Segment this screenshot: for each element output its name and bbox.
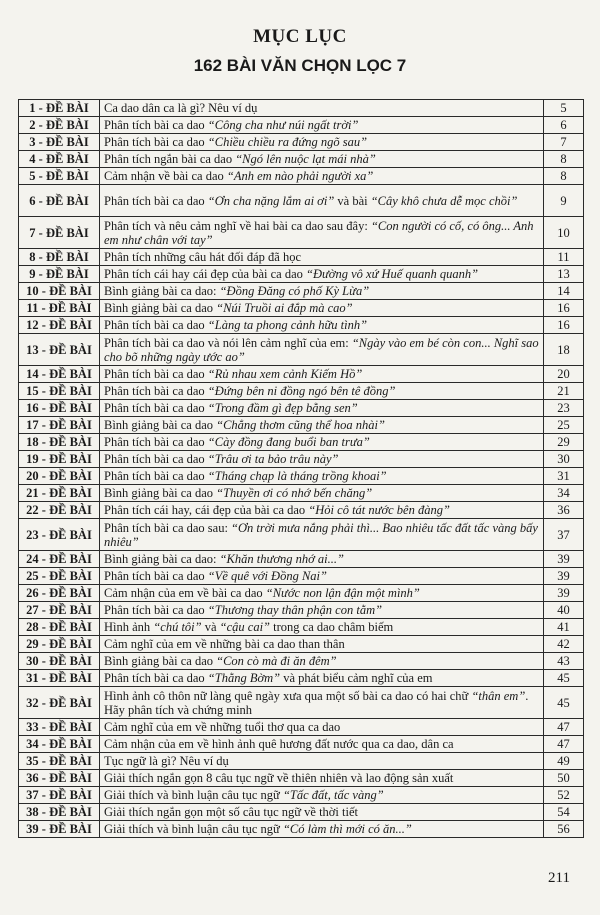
toc-entry-description bbox=[100, 719, 544, 736]
toc-entry-description bbox=[100, 400, 544, 417]
quoted-title: “Anh em nào phải người xa” bbox=[226, 169, 374, 183]
description-text: Hình ảnh bbox=[104, 620, 154, 634]
toc-row bbox=[19, 485, 584, 502]
description-text: Cảm nhận của em về hình ảnh quê hương đất nước qua ca dao, dân ca bbox=[104, 737, 454, 751]
toc-entry-number: 19 - ĐỀ BÀI bbox=[19, 451, 100, 468]
toc-entry-description bbox=[100, 451, 544, 468]
toc-entry-number: 18 - ĐỀ BÀI bbox=[19, 434, 100, 451]
toc-entry-page: 7 bbox=[544, 134, 584, 151]
toc-entry-description bbox=[100, 787, 544, 804]
toc-entry-number: 33 - ĐỀ BÀI bbox=[19, 719, 100, 736]
quoted-title: “Thằng Bờm” bbox=[207, 671, 281, 685]
toc-row bbox=[19, 519, 584, 551]
description-text: Phân tích bài ca dao bbox=[104, 452, 208, 466]
toc-entry-page: 13 bbox=[544, 266, 584, 283]
toc-entry-description bbox=[100, 134, 544, 151]
toc-entry-number: 37 - ĐỀ BÀI bbox=[19, 787, 100, 804]
quoted-title: “Ơn trời mưa nắng phải thì... Bao nhiêu tấc đất tấc vàng bấy nhiêu” bbox=[104, 520, 538, 549]
quoted-title: “Nước non lận đận một mình” bbox=[265, 586, 420, 600]
toc-entry-page: 49 bbox=[544, 753, 584, 770]
toc-entry-number: 1 - ĐỀ BÀI bbox=[19, 100, 100, 117]
description-text: Phân tích cái hay cái đẹp của bài ca dao bbox=[104, 267, 306, 281]
toc-entry-page: 10 bbox=[544, 217, 584, 249]
toc-entry-number: 17 - ĐỀ BÀI bbox=[19, 417, 100, 434]
toc-entry-page: 25 bbox=[544, 417, 584, 434]
description-text: Cảm nghĩ của em về những tuổi thơ qua ca dao bbox=[104, 720, 341, 734]
description-text: Phân tích bài ca dao sau: bbox=[104, 520, 232, 535]
toc-entry-number: 36 - ĐỀ BÀI bbox=[19, 770, 100, 787]
quoted-title: “Trâu ơi ta bảo trâu này” bbox=[207, 452, 339, 466]
quoted-title: “Con người có cố, có ông... Anh em như chân với tay” bbox=[104, 218, 534, 247]
toc-entry-number: 20 - ĐỀ BÀI bbox=[19, 468, 100, 485]
description-text: Giải thích và bình luận câu tục ngữ bbox=[104, 822, 283, 836]
toc-entry-description bbox=[100, 687, 544, 719]
description-text: Cảm nghĩ của em về những bài ca dao than thân bbox=[104, 637, 345, 651]
toc-entry-number: 6 - ĐỀ BÀI bbox=[19, 185, 100, 217]
toc-entry-page: 39 bbox=[544, 585, 584, 602]
toc-entry-number: 9 - ĐỀ BÀI bbox=[19, 266, 100, 283]
toc-row bbox=[19, 383, 584, 400]
toc-entry-number: 5 - ĐỀ BÀI bbox=[19, 168, 100, 185]
toc-entry-description bbox=[100, 117, 544, 134]
toc-entry-number: 16 - ĐỀ BÀI bbox=[19, 400, 100, 417]
quoted-title: “Hỏi cô tát nước bên đàng” bbox=[308, 503, 450, 517]
toc-entry-page: 31 bbox=[544, 468, 584, 485]
description-text: và phát biểu cảm nghĩ của em bbox=[280, 671, 433, 685]
table-of-contents bbox=[18, 99, 584, 838]
toc-row bbox=[19, 636, 584, 653]
quoted-title: “Chẳng thơm cũng thể hoa nhài” bbox=[216, 418, 385, 432]
toc-entry-description bbox=[100, 753, 544, 770]
quoted-title: “Tấc đất, tấc vàng” bbox=[282, 788, 384, 802]
description-text: Phân tích cái hay, cái đẹp của bài ca dao bbox=[104, 503, 309, 517]
toc-row bbox=[19, 821, 584, 838]
toc-row bbox=[19, 585, 584, 602]
description-text: và bbox=[201, 620, 220, 634]
toc-row bbox=[19, 300, 584, 317]
toc-row bbox=[19, 687, 584, 719]
toc-entry-page: 11 bbox=[544, 249, 584, 266]
toc-entry-number: 14 - ĐỀ BÀI bbox=[19, 366, 100, 383]
toc-row bbox=[19, 602, 584, 619]
quoted-title: “Có làm thì mới có ăn...” bbox=[282, 822, 412, 836]
toc-entry-page: 45 bbox=[544, 670, 584, 687]
toc-entry-description bbox=[100, 670, 544, 687]
toc-entry-page: 37 bbox=[544, 519, 584, 551]
description-text: Phân tích bài ca dao bbox=[104, 135, 208, 149]
toc-row bbox=[19, 217, 584, 249]
description-text: Ca dao dân ca là gì? Nêu ví dụ bbox=[104, 101, 258, 115]
toc-entry-number: 29 - ĐỀ BÀI bbox=[19, 636, 100, 653]
toc-entry-description bbox=[100, 602, 544, 619]
quoted-title: “chú tôi” bbox=[153, 620, 202, 634]
description-text: Phân tích bài ca dao bbox=[104, 569, 208, 583]
toc-entry-page: 50 bbox=[544, 770, 584, 787]
toc-entry-description bbox=[100, 519, 544, 551]
description-text: Phân tích bài ca dao bbox=[104, 193, 208, 208]
toc-entry-description bbox=[100, 619, 544, 636]
toc-entry-number: 15 - ĐỀ BÀI bbox=[19, 383, 100, 400]
toc-row bbox=[19, 787, 584, 804]
toc-entry-number: 12 - ĐỀ BÀI bbox=[19, 317, 100, 334]
description-text: Cảm nhận về bài ca dao bbox=[104, 169, 227, 183]
toc-entry-description bbox=[100, 317, 544, 334]
toc-entry-description bbox=[100, 821, 544, 838]
toc-entry-description bbox=[100, 770, 544, 787]
toc-entry-page: 30 bbox=[544, 451, 584, 468]
toc-entry-description bbox=[100, 283, 544, 300]
toc-entry-description bbox=[100, 168, 544, 185]
quoted-title: “Làng ta phong cảnh hữu tình” bbox=[207, 318, 368, 332]
toc-entry-description bbox=[100, 502, 544, 519]
quoted-title: “Cây khô chưa dễ mọc chồi” bbox=[370, 193, 518, 208]
toc-entry-number: 25 - ĐỀ BÀI bbox=[19, 568, 100, 585]
toc-entry-description bbox=[100, 568, 544, 585]
quoted-title: “Cày đồng đang buổi ban trưa” bbox=[207, 435, 370, 449]
quoted-title: “Về quê với Đồng Nai” bbox=[207, 569, 327, 583]
toc-entry-number: 7 - ĐỀ BÀI bbox=[19, 217, 100, 249]
toc-row bbox=[19, 366, 584, 383]
toc-row bbox=[19, 719, 584, 736]
toc-entry-page: 21 bbox=[544, 383, 584, 400]
toc-entry-number: 11 - ĐỀ BÀI bbox=[19, 300, 100, 317]
toc-entry-description bbox=[100, 653, 544, 670]
toc-row bbox=[19, 249, 584, 266]
description-text: . Hãy phân tích và chứng minh bbox=[104, 688, 529, 717]
toc-entry-number: 30 - ĐỀ BÀI bbox=[19, 653, 100, 670]
description-text: Bình giảng bài ca dao bbox=[104, 654, 217, 668]
quoted-title: “Công cha như núi ngất trời” bbox=[207, 118, 359, 132]
description-text: Phân tích bài ca dao bbox=[104, 435, 208, 449]
toc-entry-page: 42 bbox=[544, 636, 584, 653]
toc-entry-number: 31 - ĐỀ BÀI bbox=[19, 670, 100, 687]
toc-entry-page: 16 bbox=[544, 300, 584, 317]
toc-row bbox=[19, 266, 584, 283]
toc-entry-description bbox=[100, 266, 544, 283]
toc-entry-page: 8 bbox=[544, 151, 584, 168]
toc-entry-description bbox=[100, 217, 544, 249]
toc-entry-number: 35 - ĐỀ BÀI bbox=[19, 753, 100, 770]
description-text: Phân tích bài ca dao bbox=[104, 401, 208, 415]
toc-entry-page: 14 bbox=[544, 283, 584, 300]
toc-entry-description bbox=[100, 485, 544, 502]
toc-entry-page: 40 bbox=[544, 602, 584, 619]
description-text: Phân tích và nêu cảm nghĩ về hai bài ca dao sau đây: bbox=[104, 218, 371, 233]
toc-entry-page: 45 bbox=[544, 687, 584, 719]
toc-row bbox=[19, 770, 584, 787]
toc-entry-description bbox=[100, 417, 544, 434]
toc-row bbox=[19, 317, 584, 334]
toc-row bbox=[19, 400, 584, 417]
quoted-title: “Ngày vào em bé còn con... Nghĩ sao cho bõ những ngày ước ao” bbox=[104, 335, 539, 364]
toc-row bbox=[19, 100, 584, 117]
quoted-title: “Trong đầm gì đẹp bằng sen” bbox=[207, 401, 358, 415]
toc-entry-number: 23 - ĐỀ BÀI bbox=[19, 519, 100, 551]
toc-entry-description bbox=[100, 100, 544, 117]
toc-entry-number: 27 - ĐỀ BÀI bbox=[19, 602, 100, 619]
toc-entry-page: 43 bbox=[544, 653, 584, 670]
description-text: Phân tích bài ca dao bbox=[104, 318, 208, 332]
quoted-title: “cậu cai” bbox=[219, 620, 271, 634]
toc-entry-page: 41 bbox=[544, 619, 584, 636]
description-text: Bình giảng bài ca dao bbox=[104, 486, 217, 500]
toc-entry-number: 32 - ĐỀ BÀI bbox=[19, 687, 100, 719]
book-subtitle: 162 BÀI VĂN CHỌN LỌC 7 bbox=[193, 56, 407, 75]
description-text: trong ca dao châm biếm bbox=[270, 620, 394, 634]
toc-entry-page: 56 bbox=[544, 821, 584, 838]
toc-entry-number: 10 - ĐỀ BÀI bbox=[19, 283, 100, 300]
toc-entry-page: 16 bbox=[544, 317, 584, 334]
toc-entry-page: 8 bbox=[544, 168, 584, 185]
toc-row bbox=[19, 670, 584, 687]
toc-entry-number: 2 - ĐỀ BÀI bbox=[19, 117, 100, 134]
toc-entry-number: 8 - ĐỀ BÀI bbox=[19, 249, 100, 266]
toc-entry-description bbox=[100, 334, 544, 366]
description-text: Bình giảng bài ca dao bbox=[104, 301, 217, 315]
page-title: MỤC LỤC bbox=[253, 26, 347, 47]
toc-row bbox=[19, 134, 584, 151]
quoted-title: “thân em” bbox=[471, 688, 526, 703]
quoted-title: “Thuyền ơi có nhớ bến chăng” bbox=[216, 486, 373, 500]
toc-entry-page: 54 bbox=[544, 804, 584, 821]
description-text: Giải thích ngắn gọn 8 câu tục ngữ về thiên nhiên và lao động sản xuất bbox=[104, 771, 454, 785]
toc-row bbox=[19, 334, 584, 366]
toc-entry-number: 39 - ĐỀ BÀI bbox=[19, 821, 100, 838]
toc-entry-number: 26 - ĐỀ BÀI bbox=[19, 585, 100, 602]
toc-entry-page: 34 bbox=[544, 485, 584, 502]
toc-entry-page: 20 bbox=[544, 366, 584, 383]
toc-entry-number: 4 - ĐỀ BÀI bbox=[19, 151, 100, 168]
description-text: Hình ảnh cô thôn nữ làng quê ngày xưa qua một số bài ca dao có hai chữ bbox=[104, 688, 472, 703]
toc-entry-page: 52 bbox=[544, 787, 584, 804]
description-text: Bình giảng bài ca dao bbox=[104, 418, 217, 432]
toc-row bbox=[19, 168, 584, 185]
toc-row bbox=[19, 804, 584, 821]
toc-row bbox=[19, 117, 584, 134]
toc-row bbox=[19, 753, 584, 770]
description-text: Phân tích những câu hát đối đáp đã học bbox=[104, 250, 302, 264]
toc-entry-page: 39 bbox=[544, 568, 584, 585]
toc-entry-description bbox=[100, 300, 544, 317]
toc-entry-description bbox=[100, 249, 544, 266]
toc-entry-page: 47 bbox=[544, 736, 584, 753]
description-text: Phân tích bài ca dao bbox=[104, 367, 208, 381]
toc-row bbox=[19, 417, 584, 434]
toc-row bbox=[19, 468, 584, 485]
quoted-title: “Ngó lên nuộc lạt mái nhà” bbox=[235, 152, 376, 166]
toc-entry-number: 38 - ĐỀ BÀI bbox=[19, 804, 100, 821]
quoted-title: “Rủ nhau xem cảnh Kiếm Hồ” bbox=[207, 367, 363, 381]
toc-entry-page: 5 bbox=[544, 100, 584, 117]
toc-entry-description bbox=[100, 185, 544, 217]
toc-entry-number: 24 - ĐỀ BÀI bbox=[19, 551, 100, 568]
toc-row bbox=[19, 185, 584, 217]
description-text: Phân tích bài ca dao và nói lên cảm nghĩ của em: bbox=[104, 335, 352, 350]
toc-row bbox=[19, 434, 584, 451]
toc-entry-description bbox=[100, 434, 544, 451]
description-text: Phân tích bài ca dao bbox=[104, 671, 208, 685]
quoted-title: “Chiều chiều ra đứng ngõ sau” bbox=[207, 135, 368, 149]
toc-entry-description bbox=[100, 468, 544, 485]
description-text: Bình giảng bài ca dao: bbox=[104, 284, 220, 298]
quoted-title: “Núi Truồi ai đắp mà cao” bbox=[216, 301, 353, 315]
description-text: Giải thích ngắn gọn một số câu tục ngữ về thời tiết bbox=[104, 805, 358, 819]
toc-entry-page: 18 bbox=[544, 334, 584, 366]
toc-entry-number: 22 - ĐỀ BÀI bbox=[19, 502, 100, 519]
description-text: Tục ngữ là gì? Nêu ví dụ bbox=[104, 754, 229, 768]
quoted-title: “Con cò mà đi ăn đêm” bbox=[216, 654, 337, 668]
toc-entry-page: 9 bbox=[544, 185, 584, 217]
toc-row bbox=[19, 283, 584, 300]
page-number: 211 bbox=[548, 870, 570, 886]
description-text: Bình giảng bài ca dao: bbox=[104, 552, 220, 566]
toc-entry-page: 6 bbox=[544, 117, 584, 134]
toc-entry-page: 23 bbox=[544, 400, 584, 417]
toc-entry-number: 13 - ĐỀ BÀI bbox=[19, 334, 100, 366]
toc-row bbox=[19, 619, 584, 636]
toc-row bbox=[19, 451, 584, 468]
toc-row bbox=[19, 568, 584, 585]
description-text: và bài bbox=[334, 193, 371, 208]
toc-entry-description bbox=[100, 551, 544, 568]
description-text: Phân tích bài ca dao bbox=[104, 469, 208, 483]
toc-entry-description bbox=[100, 383, 544, 400]
toc-row bbox=[19, 653, 584, 670]
toc-entry-description bbox=[100, 151, 544, 168]
toc-entry-description bbox=[100, 585, 544, 602]
toc-row bbox=[19, 736, 584, 753]
quoted-title: “Đứng bên ni đồng ngó bên tê đồng” bbox=[207, 384, 396, 398]
description-text: Phân tích bài ca dao bbox=[104, 384, 208, 398]
toc-entry-description bbox=[100, 636, 544, 653]
description-text: Giải thích và bình luận câu tục ngữ bbox=[104, 788, 283, 802]
toc-entry-description bbox=[100, 366, 544, 383]
toc-entry-description bbox=[100, 804, 544, 821]
description-text: Phân tích ngắn bài ca dao bbox=[104, 152, 236, 166]
toc-entry-page: 36 bbox=[544, 502, 584, 519]
toc-row bbox=[19, 551, 584, 568]
toc-entry-number: 3 - ĐỀ BÀI bbox=[19, 134, 100, 151]
toc-entry-number: 21 - ĐỀ BÀI bbox=[19, 485, 100, 502]
toc-row bbox=[19, 151, 584, 168]
quoted-title: “Tháng chạp là tháng trồng khoai” bbox=[207, 469, 387, 483]
description-text: Cảm nhận của em về bài ca dao bbox=[104, 586, 266, 600]
toc-entry-page: 29 bbox=[544, 434, 584, 451]
quoted-title: “Đường vô xứ Huế quanh quanh” bbox=[306, 267, 479, 281]
quoted-title: “Ơn cha nặng lắm ai ơi” bbox=[207, 193, 335, 208]
toc-row bbox=[19, 502, 584, 519]
description-text: Phân tích bài ca dao bbox=[104, 118, 208, 132]
quoted-title: “Đồng Đăng có phố Kỳ Lừa” bbox=[219, 284, 370, 298]
toc-entry-number: 28 - ĐỀ BÀI bbox=[19, 619, 100, 636]
toc-entry-description bbox=[100, 736, 544, 753]
toc-entry-page: 39 bbox=[544, 551, 584, 568]
toc-entry-number: 34 - ĐỀ BÀI bbox=[19, 736, 100, 753]
description-text: Phân tích bài ca dao bbox=[104, 603, 208, 617]
quoted-title: “Khăn thương nhớ ai...” bbox=[219, 552, 344, 566]
quoted-title: “Thương thay thân phận con tằm” bbox=[207, 603, 383, 617]
toc-entry-page: 47 bbox=[544, 719, 584, 736]
